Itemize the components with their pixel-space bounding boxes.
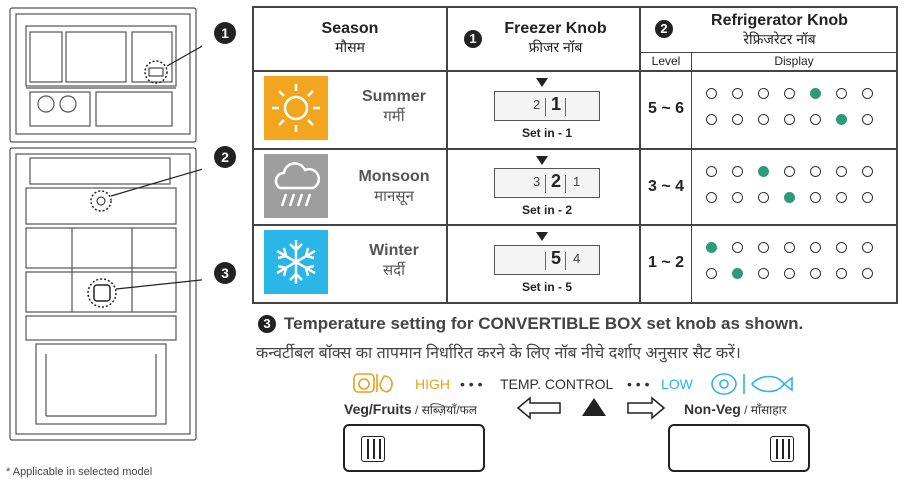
display-dot [862, 192, 873, 203]
callout-badge-2: 2 [214, 146, 236, 168]
non-veg-icon [708, 372, 798, 401]
display-dot [706, 88, 717, 99]
display-dot [784, 114, 795, 125]
set-in-label: Set in - 1 [521, 126, 572, 140]
display-dot [836, 88, 847, 99]
display-dot [732, 88, 743, 99]
display-dot-lit [836, 114, 847, 125]
display-dot-lit [784, 192, 795, 203]
applicable-note: * Applicable in selected model [6, 466, 153, 478]
callout-badge-1: 1 [214, 22, 236, 44]
callout-badge-3-text: 3 [258, 315, 276, 333]
display-dot [862, 268, 873, 279]
display-dot [836, 242, 847, 253]
callout-badge-3: 3 [214, 262, 236, 284]
display-dot [810, 166, 821, 177]
display-dot [706, 192, 717, 203]
refrigerator-knob-header: 2 Refrigerator Knob रेफ्रिजरेटर नॉब [641, 12, 896, 48]
dots-left: • • • [460, 376, 483, 392]
display-dot [784, 88, 795, 99]
display-dot-lit [758, 166, 769, 177]
display-dot [810, 192, 821, 203]
display-dot-lit [732, 268, 743, 279]
level-value: 3 ~ 4 [647, 178, 685, 195]
display-dot [836, 166, 847, 177]
display-dot [784, 166, 795, 177]
veg-fruits-label: Veg/Fruits / सब्ज़ियाँ/फल [344, 401, 477, 417]
display-dot [706, 166, 717, 177]
season-monsoon-label: Monsoon मानसून [358, 168, 430, 205]
level-value: 5 ~ 6 [647, 100, 685, 117]
display-dot [732, 242, 743, 253]
display-dot [836, 268, 847, 279]
veg-fruits-icon [352, 372, 408, 399]
display-dot [862, 242, 873, 253]
display-dot [836, 192, 847, 203]
display-dot [862, 166, 873, 177]
display-dot [810, 268, 821, 279]
sun-icon [264, 76, 328, 140]
display-dot [758, 268, 769, 279]
display-dot [758, 192, 769, 203]
non-veg-label: Non-Veg / माँसाहार [684, 401, 787, 417]
display-dot [732, 166, 743, 177]
season-header: Season मौसम [321, 20, 379, 55]
freezer-knob-winter: 5 4 [494, 245, 600, 275]
low-label: LOW [661, 376, 693, 392]
temp-control-label: TEMP. CONTROL [500, 376, 614, 392]
display-dot [810, 242, 821, 253]
temp-direction-arrows [516, 394, 666, 420]
set-in-label: Set in - 5 [521, 280, 572, 294]
season-winter-label: Winter सर्दी [369, 242, 419, 279]
level-value: 1 ~ 2 [647, 254, 685, 271]
display-dot [732, 114, 743, 125]
display-header: Display [774, 54, 814, 68]
dots-right: • • • [627, 376, 650, 392]
display-dot [758, 242, 769, 253]
level-header: Level [651, 54, 681, 68]
temp-title-hi: कन्वर्टीबल बॉक्स का तापमान निर्धारित करने के लिए नॉब नीचे दर्शाए अनुसार सैट करें। [256, 345, 741, 362]
display-dot [862, 88, 873, 99]
convertible-knob-low [668, 424, 810, 472]
rain-cloud-icon [264, 154, 328, 218]
display-dot [810, 114, 821, 125]
display-dot-lit [706, 242, 717, 253]
season-summer-label: Summer गर्मी [361, 88, 427, 125]
display-dot [706, 268, 717, 279]
settings-table [252, 6, 898, 304]
display-dot-lit [810, 88, 821, 99]
freezer-knob-summer: 2 1 [494, 91, 600, 121]
display-dot [862, 114, 873, 125]
display-dot [758, 114, 769, 125]
snowflake-icon [264, 230, 328, 294]
temp-title-en: Temperature setting for CONVERTIBLE BOX set knob as shown. [284, 314, 804, 333]
display-dot [784, 268, 795, 279]
display-dot [758, 88, 769, 99]
refrigerator-diagram [6, 6, 202, 446]
convertible-knob-high [343, 424, 485, 472]
freezer-knob-header: 1 Freezer Knob फ्रीजर नॉब [448, 20, 639, 56]
high-label: HIGH [415, 376, 450, 392]
display-dot [784, 242, 795, 253]
display-dot [732, 192, 743, 203]
freezer-knob-monsoon: 3 2 1 [494, 168, 600, 198]
set-in-label: Set in - 2 [521, 203, 572, 217]
display-dot [706, 114, 717, 125]
